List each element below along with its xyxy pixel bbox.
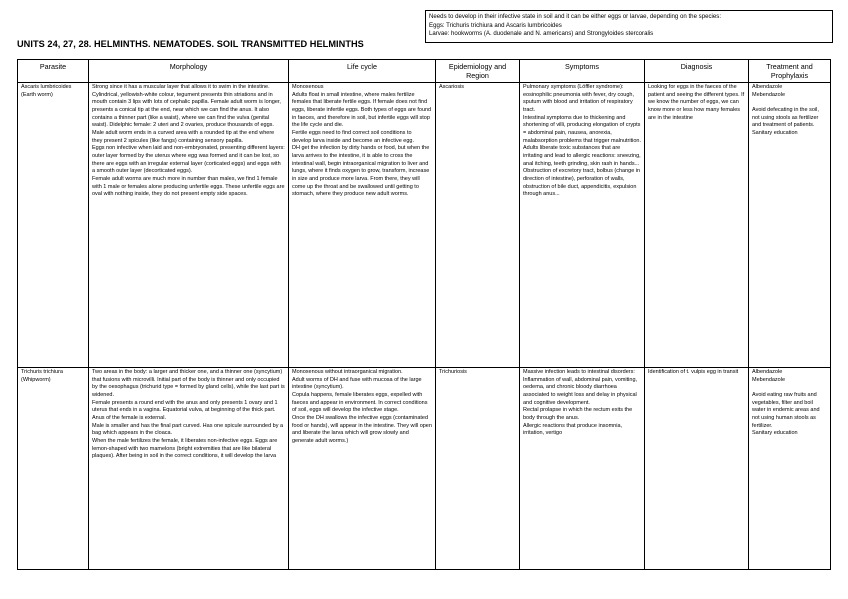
paragraph: Fertile eggs need to find correct soil conditions to develop larva inside and become an infective egg. (292, 129, 414, 144)
paragraph: Obstruction of excretory tract, bolbus (change in direction of intestine), perforation of walls, obstruction of bile duct, appendicitis, expulsion through anus... (523, 168, 641, 198)
paragraph: Adult worms of DH and fuse with mucosa of the large intestine (syncytium). (292, 376, 422, 391)
note-line: Larvae: hookworms (A. duodenale and N. americans) and Strongyloides stercoralis (429, 30, 654, 38)
cell-epidemiology: Ascariosis (436, 83, 520, 368)
paragraph: Strong since it has a muscular layer that allows it to swim in the intestine. Cylindrical, yellowish-white colour, tegument presents thin striations and in mouth contain 3 lips with lots of cephalic papilla. Female adult worm is longer, presents a conical tip at the end, near which we can find the anus. It also contains a thinner part (like a waist), where we can find the vulva (genital waist). Didelphic female: 2 uteri and 2 ovaries, produce thousands of eggs. (92, 84, 281, 129)
paragraph: Albendazole (752, 84, 783, 90)
cell-epidemiology: Trichuriosis (436, 368, 520, 570)
cell-treatment (749, 83, 831, 368)
note-line: Eggs: Trichuris trichiura and Ascaris lumbricoides (429, 21, 562, 29)
helminths-table (17, 59, 831, 570)
header-treatment: Treatment and Prophylaxis (749, 60, 831, 83)
table-row (18, 83, 831, 368)
paragraph: Adults liberate toxic substances that are irritating and lead to allergic reactions: sneezing, anal itching, teeth grinding, skin rash in hands... (523, 145, 641, 167)
cell-diagnosis: Identification of t. vulpis egg in transit (645, 368, 749, 570)
cell-treatment (749, 368, 831, 570)
paragraph: Copula happens, female liberates eggs, expelled with faeces and appear in environment. In correct conditions of soil, eggs will develop the infective stage. (292, 391, 428, 414)
paragraph: Pulmonary symptoms (Löffler syndrome): eosinophilic pneumonia with fever, dry cough, sputum with blood and irritation of respiratory tract. (523, 84, 634, 113)
paragraph: Male is smaller and has the final part curved. Has one spicule surrounded by a bag which appears in the cloaca. (92, 422, 284, 437)
header-diagnosis: Diagnosis (645, 60, 749, 83)
paragraph: Female adult worms are much more in number than males, we find 1 female with 1 male or females alone producing unfertile eggs. These unfertile eggs are oval with nothing inside, they do not present empty side spaces. (92, 175, 285, 198)
note-box (425, 10, 833, 43)
cell-morphology (89, 83, 289, 368)
paragraph: Eggs non infective when laid and non-embryonated, presenting different layers: outer layer formed by the uterus where egg was formed and it can be lost, so there are eggs with an irregular external layer (corticated eggs) and eggs with a smooth outer layer (decorticated eggs). (92, 145, 285, 175)
header-life-cycle: Life cycle (289, 60, 436, 83)
paragraph: Inflammation of wall, abdominal pain, vomiting, oedema, and chronic bloody diarrhoea associated to weight loss and delay in physical and cognitive development. (523, 376, 638, 406)
paragraph: Two areas in the body: a larger and thicker one, and a thinner one (syncytium) that fusions with microvilli. Initial part of the body is thinner and only occupied by the oesophagus (trichurid type = formed by gland cells), while the last part is widened. (92, 369, 285, 398)
paragraph: Monoxenous without intraorganical migration. (292, 369, 403, 375)
cell-symptoms (520, 83, 645, 368)
paragraph: Rectal prolapse in which the rectum exits the body through the anus. (523, 407, 633, 421)
paragraph: Mebendazole (752, 91, 786, 98)
cell-life-cycle (289, 83, 436, 368)
paragraph: Mebendazole (752, 376, 786, 383)
cell-diagnosis: Looking for eggs in the faeces of the patient and seeing the different types. If we know the number of eggs, we can know more or less how many females are in the intestine (645, 83, 749, 368)
paragraph: Adults float in small intestine, where males fertilize females that liberate fertile eggs. If female does not find eggs, liberate infertile eggs. Both types of eggs are found in faeces, and therefore in soil, but infertile eggs will stop the life cycle and die. (292, 91, 432, 129)
cell-symptoms (520, 368, 645, 570)
paragraph: Albendazole (752, 369, 783, 375)
paragraph: Once the DH swallows the infective eggs (contaminated food or hands), will appear in the intestine. They will open and liberate the larva which will grow slowly and generate adult worms.) (292, 414, 432, 444)
note-line: Needs to develop in their infective state in soil and it can be either eggs or larvae, depending on the species: (429, 13, 722, 20)
table-row (18, 368, 831, 570)
paragraph: Avoid defecating in the soil, not using stools as fertilizer and treatment of patients. (752, 106, 819, 129)
paragraph: Sanitary education (752, 430, 798, 437)
page-title: UNITS 24, 27, 28. HELMINTHS. NEMATODES. SOIL TRANSMITTED HELMINTHS (17, 39, 364, 49)
header-parasite: Parasite (18, 60, 89, 83)
paragraph: Allergic reactions that produce insomnia, irritation, vertigo (523, 422, 623, 437)
header-epidemiology: Epidemiology and Region (436, 60, 520, 83)
table-header-row (18, 60, 831, 83)
header-symptoms: Symptoms (520, 60, 645, 83)
paragraph: Avoid eating raw fruits and vegetables, filter and boil water in endemic areas and not using human stools as fertilizer. (752, 391, 820, 429)
paragraph: Monoxenous (292, 84, 324, 90)
cell-life-cycle (289, 368, 436, 570)
paragraph: Female presents a round end with the anus and only presents 1 ovary and 1 uterus that ends in a vagina. Equatorial vulva, at beginning of the thick part. Anus of the female is external. (92, 399, 278, 421)
cell-parasite: Trichuris trichiura (Whipworm) (18, 368, 89, 570)
paragraph: DH get the infection by dirty hands or food, but when the larva arrives to the intestine, it is able to cross the intestinal wall, begin intraorganical migration to liver and lungs, where it finds oxygen to grow, transform, increase in size and produce more larva. From there, they will come up the throat and be swallowed until getting to stomach, where they produce new adult worms. (292, 145, 430, 198)
header-morphology: Morphology (89, 60, 289, 83)
paragraph (752, 384, 827, 392)
paragraph: Sanitary education (752, 129, 798, 136)
paragraph: Massive infection leads to intestinal disorders: (523, 369, 635, 375)
paragraph (752, 99, 827, 107)
paragraph: When the male fertilizes the female, it liberates non-infective eggs. Eggs are lemon-shaped with two mamelons (bright extremities that are like bilateral plaques). After being in soil in the correct conditions, it will develop the larva (92, 437, 278, 460)
paragraph: Male adult worm ends in a curved area with a rounded tip at the end where they present 2 spicules (like fangs) containing sensory papilla. (92, 129, 275, 144)
cell-parasite: Ascaris lumbricoides (Earth worm) (18, 83, 89, 368)
paragraph: Intestinal symptoms due to thickening and shortening of villi, producing elongation of crypts = abdominal pain, nausea, anorexia, malabsorption problems that trigger malnutrition. (523, 114, 642, 144)
cell-morphology (89, 368, 289, 570)
